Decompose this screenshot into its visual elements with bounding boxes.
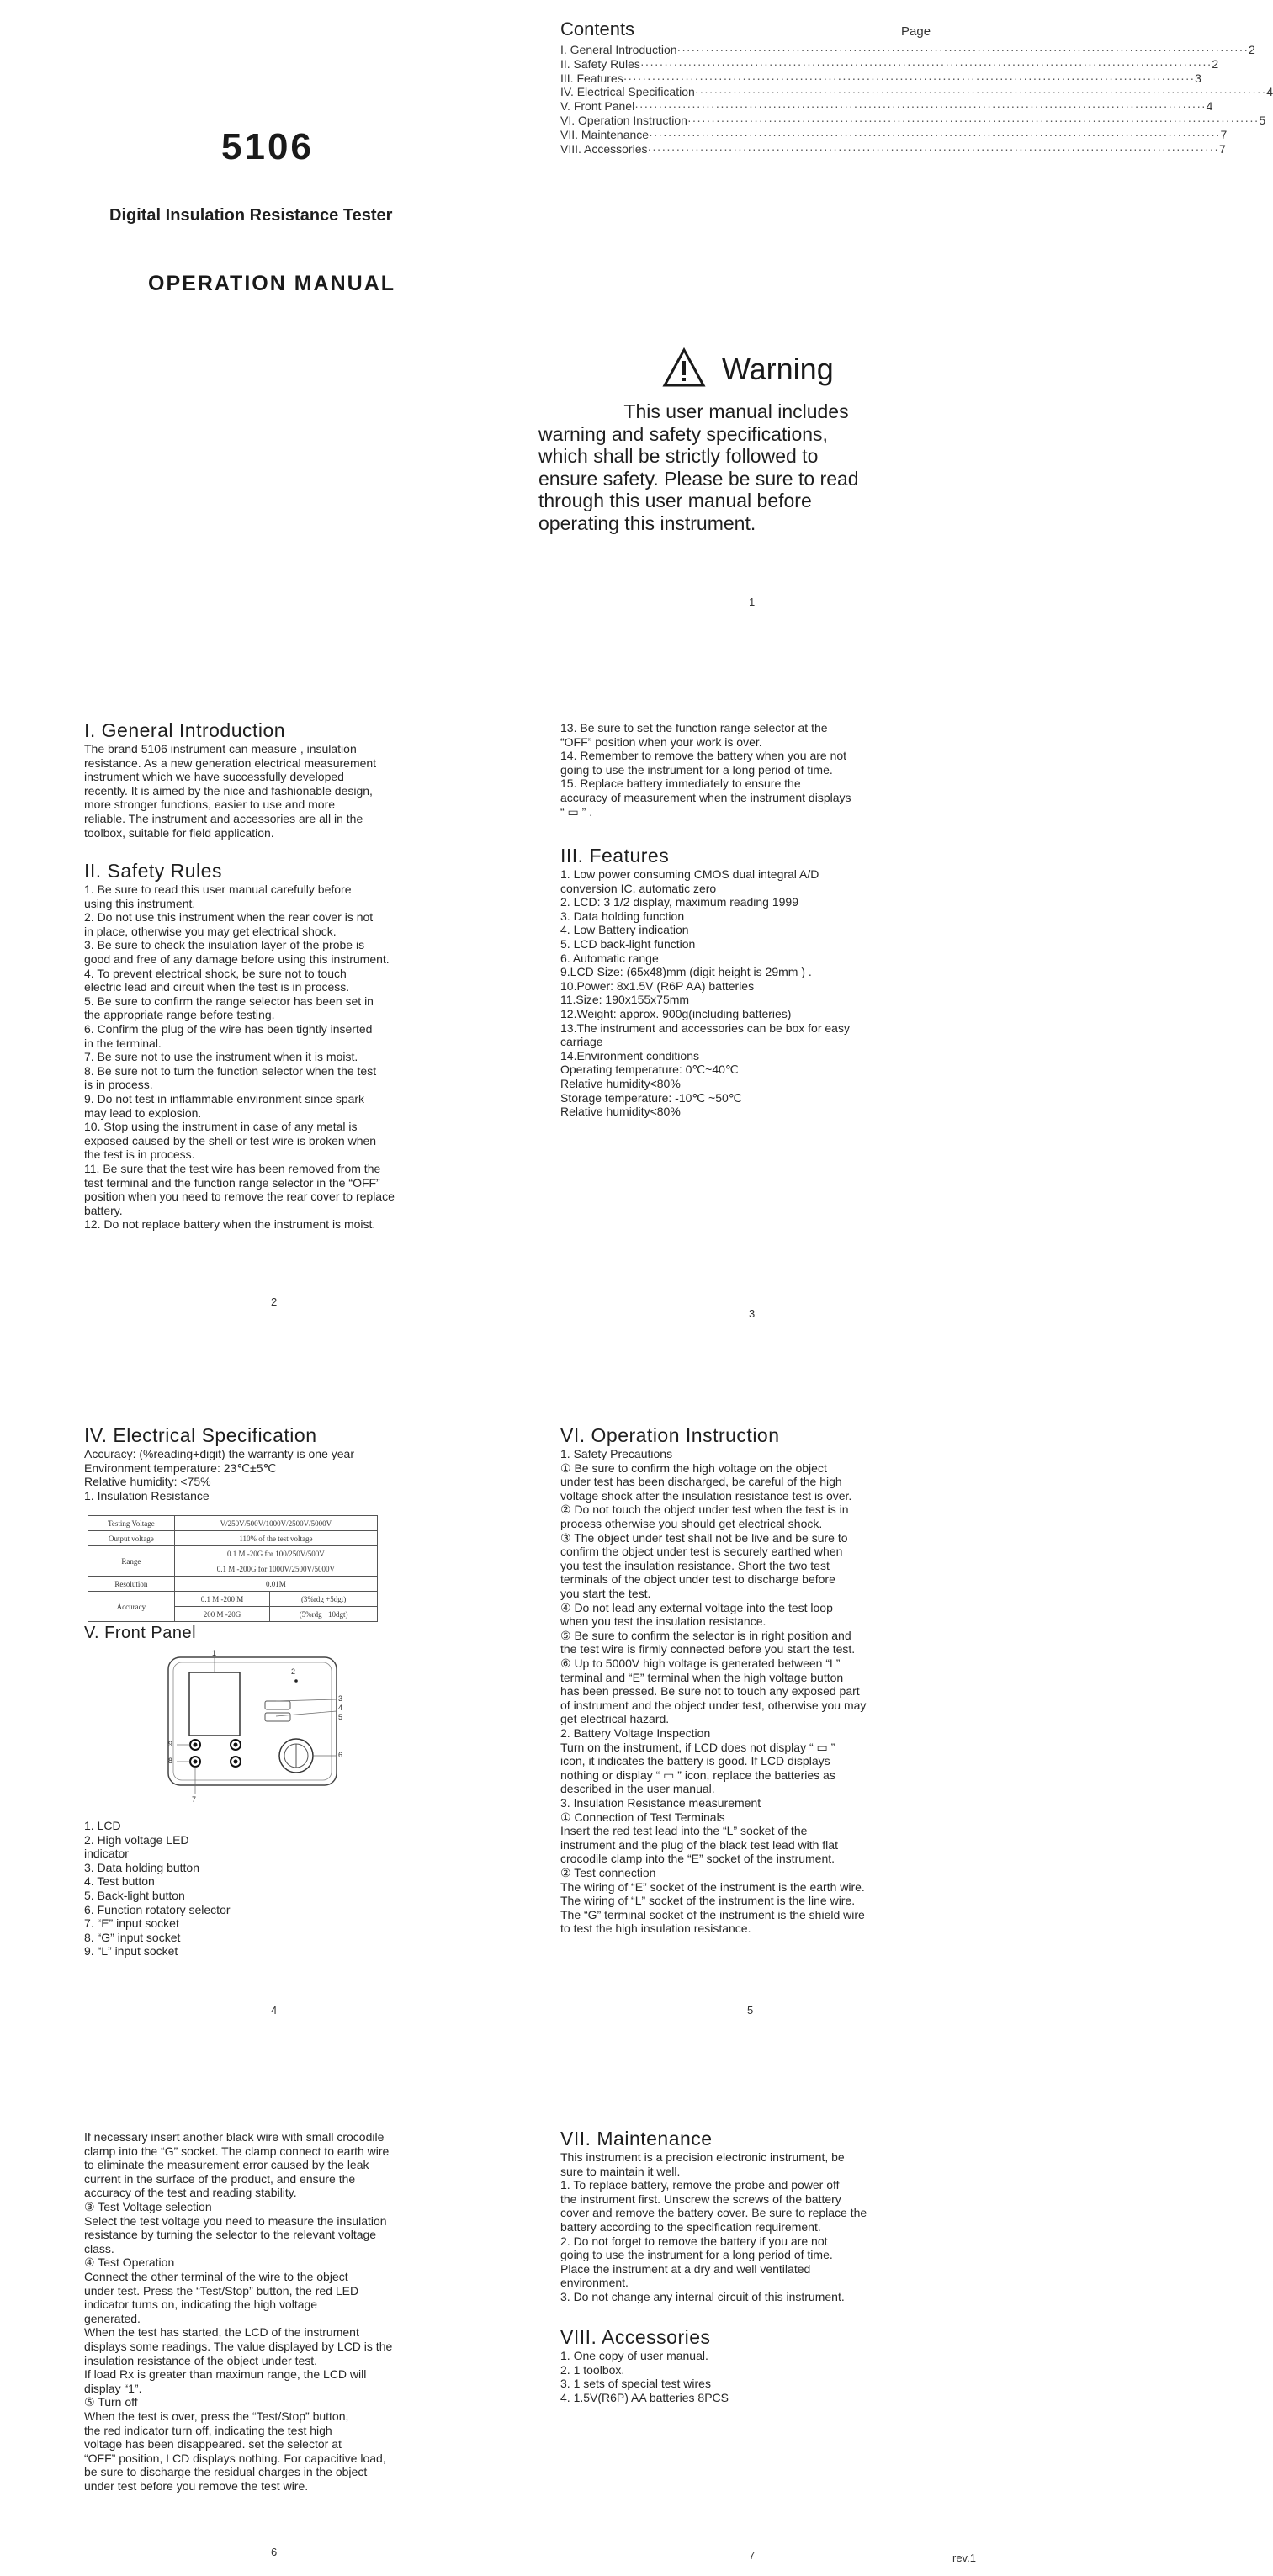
- text-line: icon, it indicates the battery is good. If LCD displays: [560, 1754, 830, 1768]
- table-cell: Testing Voltage: [88, 1516, 175, 1531]
- text-line: Turn on the instrument, if LCD does not display “ ▭ ”: [560, 1740, 835, 1754]
- text-line: The “G” terminal socket of the instrument is the shield wire: [560, 1907, 865, 1921]
- toc-entry: [560, 43, 1255, 57]
- toc-entry: [560, 99, 1213, 114]
- text-line: ⑤ Be sure to confirm the selector is in right position and: [560, 1628, 851, 1642]
- table-of-contents: [560, 19, 1273, 212]
- text-line: of instrument and the object under test, otherwise you may: [560, 1698, 867, 1712]
- table-cell: 200 M -20G: [174, 1607, 269, 1622]
- text-line: to eliminate the measurement error caused by the leak: [84, 2158, 369, 2172]
- toc-leader-dots: ························································································································: [647, 141, 1219, 156]
- page-number: 6: [271, 2546, 278, 2558]
- callout-label: 2: [291, 1667, 296, 1676]
- text-line: 12.Weight: approx. 900g(including batteries): [560, 1007, 792, 1020]
- text-line: under test before you remove the test wire.: [84, 2479, 309, 2493]
- text-line: reliable. The instrument and accessories are all in the: [84, 812, 363, 825]
- text-line: 6. Confirm the plug of the wire has been tightly inserted: [84, 1022, 373, 1036]
- text-line: more stronger functions, easier to use and more: [84, 798, 336, 812]
- text-line: sure to maintain it well.: [560, 2164, 681, 2178]
- table-cell: Resolution: [88, 1577, 175, 1592]
- text-line: good and free of any damage before using this instrument.: [84, 952, 390, 966]
- text-line: clamp into the “G” socket. The clamp connect to earth wire: [84, 2144, 390, 2158]
- text-line: ② Do not touch the object under test when the test is in: [560, 1503, 849, 1517]
- text-line: battery according to the specification requirement.: [560, 2220, 821, 2234]
- callout-label: 4: [338, 1704, 343, 1712]
- text-line: The wiring of “E” socket of the instrument is the earth wire.: [560, 1879, 865, 1894]
- toc-title: Contents: [560, 19, 635, 40]
- text-line: “OFF” position when your work is over.: [560, 734, 762, 749]
- maintenance-text: [560, 2150, 947, 2304]
- table-cell: 0.01M: [174, 1577, 377, 1592]
- toc-entry-page: 7: [1218, 141, 1226, 156]
- text-line: indicator: [84, 1847, 129, 1861]
- text-line: Operating temperature: 0℃~40℃: [560, 1063, 739, 1077]
- text-line: has been pressed. Be sure not to touch any exposed part: [560, 1684, 860, 1699]
- text-line: recently. It is aimed by the nice and fashionable design,: [84, 783, 373, 798]
- table-cell: 110% of the test voltage: [174, 1531, 377, 1546]
- table-cell: (5%rdg +10dgt): [270, 1607, 378, 1622]
- table-cell: 0.1 M -200 M: [174, 1592, 269, 1607]
- text-line: voltage shock after the insulation resistance test is over.: [560, 1488, 852, 1503]
- front-panel-title: V. Front Panel: [84, 1624, 197, 1642]
- toc-leader-dots: ························································································································: [623, 71, 1196, 85]
- callout-label: 8: [168, 1757, 173, 1765]
- text-line: the instrument first. Unscrew the screws of the battery: [560, 2192, 841, 2206]
- text-line: When the test is over, press the “Test/Stop” button,: [84, 2409, 349, 2423]
- text-line: 1. To replace battery, remove the probe and power off: [560, 2178, 840, 2192]
- text-line: conversion IC, automatic zero: [560, 881, 717, 895]
- instrument-drawing: [151, 1649, 362, 1809]
- text-line: resistance by turning the selector to the relevant voltage: [84, 2228, 377, 2242]
- text-line: Insert the red test lead into the “L” socket of the: [560, 1824, 808, 1838]
- text-line: 1. Insulation Resistance: [84, 1488, 210, 1503]
- text-line: electric lead and circuit when the test is in process.: [84, 980, 350, 994]
- text-line: 2. High voltage LED: [84, 1832, 189, 1847]
- callout-label: 7: [192, 1795, 197, 1804]
- text-line: insulation resistance of the object under test.: [84, 2353, 318, 2367]
- text-line: 9. Do not test in inflammable environment since spark: [84, 1092, 365, 1105]
- text-line: 11. Be sure that the test wire has been removed from the: [84, 1162, 381, 1175]
- text-line: instrument which we have successfully developed: [84, 770, 344, 784]
- text-line: ① Be sure to confirm the high voltage on the object: [560, 1460, 827, 1475]
- toc-entry: [560, 127, 1228, 142]
- text-line: 1. Be sure to read this user manual carefully before: [84, 883, 352, 896]
- page-number: 2: [271, 1296, 278, 1308]
- text-line: be sure to discharge the residual charges in the object: [84, 2465, 368, 2479]
- text-line: 12. Do not replace battery when the instrument is moist.: [84, 1217, 376, 1232]
- text-line: when you test the insulation resistance.: [560, 1614, 766, 1629]
- toc-entry: [560, 56, 1219, 72]
- text-line: 4. Low Battery indication: [560, 923, 689, 937]
- text-line: When the test has started, the LCD of the instrument: [84, 2325, 359, 2340]
- text-line: 5. LCD back-light function: [560, 937, 696, 951]
- safety-rules-text: [84, 883, 471, 1232]
- text-line: going to use the instrument for a long period of time.: [560, 2248, 833, 2262]
- toc-entry: [560, 71, 1201, 86]
- toc-leader-dots: ························································································································: [676, 43, 1249, 56]
- warning-line: operating this instrument.: [538, 511, 756, 534]
- text-line: terminal and “E” terminal when the high voltage button: [560, 1670, 844, 1684]
- text-line: environment.: [560, 2276, 629, 2290]
- toc-entry-label: III. Features: [560, 71, 623, 85]
- text-line: 3. Be sure to check the insulation layer of the probe is: [84, 938, 365, 952]
- text-line: 6. Function rotatory selector: [84, 1902, 231, 1916]
- text-line: 15. Replace battery immediately to ensure the: [560, 777, 801, 791]
- general-intro-text: [84, 742, 471, 840]
- text-line: get electrical hazard.: [560, 1712, 670, 1726]
- text-line: ③ Test Voltage selection: [84, 2200, 212, 2213]
- accessories-title: VIII. Accessories: [560, 2326, 711, 2348]
- text-line: position when you need to remove the rear cover to replace: [84, 1190, 395, 1204]
- table-cell: Range: [88, 1546, 175, 1577]
- front-panel-legend: [84, 1819, 471, 1959]
- toc-entry: [560, 141, 1226, 156]
- text-line: ① Connection of Test Terminals: [560, 1810, 725, 1824]
- text-line: accuracy of measurement when the instrument displays: [560, 791, 851, 804]
- text-line: crocodile clamp into the “E” socket of the instrument.: [560, 1852, 835, 1866]
- text-line: battery.: [84, 1203, 123, 1217]
- text-line: The wiring of “L” socket of the instrument is the line wire.: [560, 1894, 856, 1908]
- callout-label: 6: [338, 1751, 343, 1759]
- toc-entry-page: 3: [1195, 71, 1201, 85]
- toc-entry-label: VII. Maintenance: [560, 127, 650, 141]
- text-line: terminals of the object under test to discharge before: [560, 1572, 835, 1587]
- callout-label: 1: [212, 1649, 217, 1657]
- toc-entry-page: 5: [1259, 114, 1266, 127]
- text-line: indicator turns on, indicating the high voltage: [84, 2298, 318, 2312]
- text-line: to test the high insulation resistance.: [560, 1921, 751, 1936]
- warning-line: ensure safety. Please be sure to read: [538, 467, 859, 490]
- warning-section: [538, 345, 934, 547]
- text-line: Relative humidity<80%: [560, 1105, 681, 1119]
- warning-line: through this user manual before: [538, 490, 812, 511]
- toc-entry-page: 2: [1248, 43, 1255, 56]
- page-number: 3: [749, 1307, 756, 1320]
- text-line: the test wire is firmly connected before you start the test.: [560, 1642, 856, 1656]
- text-line: using this instrument.: [84, 896, 196, 910]
- text-line: under test. Press the “Test/Stop” button, the red LED: [84, 2283, 359, 2298]
- text-line: This instrument is a precision electronic instrument, be: [560, 2150, 845, 2164]
- text-line: voltage has been disappeared. set the selector at: [84, 2437, 342, 2451]
- text-line: 1. LCD: [84, 1819, 121, 1832]
- safety-rules-title: II. Safety Rules: [84, 860, 222, 882]
- features-title: III. Features: [560, 845, 670, 867]
- cover-model-number: 5106: [221, 126, 314, 167]
- insulation-spec-table: [88, 1515, 378, 1622]
- text-line: ⑥ Up to 5000V high voltage is generated between “L”: [560, 1656, 841, 1670]
- text-line: Environment temperature: 23℃±5℃: [84, 1460, 277, 1475]
- toc-entry-page: 4: [1266, 85, 1273, 99]
- accessories-text: [560, 2349, 947, 2404]
- text-line: 7. “E” input socket: [84, 1916, 179, 1931]
- toc-leader-dots: ························································································································: [694, 85, 1267, 99]
- table-cell: 0.1 M -200G for 1000V/2500V/5000V: [174, 1561, 377, 1577]
- operation-title: VI. Operation Instruction: [560, 1424, 780, 1446]
- text-line: 10. Stop using the instrument in case of any metal is: [84, 1120, 358, 1134]
- text-line: ③ The object under test shall not be live and be sure to: [560, 1530, 848, 1545]
- text-line: Place the instrument at a dry and well ventilated: [560, 2261, 811, 2276]
- toc-entry-page: 2: [1212, 56, 1219, 71]
- safety-rules-continued: [560, 721, 947, 819]
- text-line: 13. Be sure to set the function range selector at the: [560, 721, 828, 734]
- page-number: 5: [747, 2004, 754, 2017]
- text-line: Relative humidity<80%: [560, 1077, 681, 1090]
- text-line: The brand 5106 instrument can measure , insulation: [84, 742, 357, 755]
- text-line: ② Test connection: [560, 1866, 656, 1879]
- text-line: 4. To prevent electrical shock, be sure not to touch: [84, 966, 347, 980]
- features-text: [560, 867, 947, 1119]
- text-line: in the terminal.: [84, 1036, 162, 1050]
- text-line: 1. Safety Precautions: [560, 1447, 673, 1460]
- text-line: going to use the instrument for a long period of time.: [560, 762, 833, 777]
- text-line: Relative humidity: <75%: [84, 1475, 211, 1489]
- warning-line: which shall be strictly followed to: [538, 445, 819, 467]
- warning-title: Warning: [722, 352, 834, 386]
- text-line: process otherwise you should get electrical shock.: [560, 1517, 823, 1530]
- callout-label: 9: [168, 1740, 173, 1748]
- text-line: resistance. As a new generation electrical measurement: [84, 755, 377, 770]
- text-line: accuracy of the test and reading stability.: [84, 2186, 297, 2200]
- text-line: 2. Do not use this instrument when the rear cover is not: [84, 910, 374, 925]
- page-number: 7: [749, 2549, 756, 2562]
- text-line: 8. Be sure not to turn the function selector when the test: [84, 1063, 377, 1078]
- toc-entry-label: V. Front Panel: [560, 99, 635, 114]
- text-line: you start the test.: [560, 1587, 651, 1600]
- text-line: may lead to explosion.: [84, 1105, 202, 1120]
- text-line: test terminal and the function range selector in the “OFF”: [84, 1175, 380, 1190]
- text-line: 3. Data holding function: [560, 909, 685, 923]
- text-line: Select the test voltage you need to measure the insulation: [84, 2213, 387, 2228]
- table-cell: 0.1 M -20G for 100/250V/500V: [174, 1546, 377, 1561]
- text-line: display “1”.: [84, 2381, 142, 2395]
- text-line: 14.Environment conditions: [560, 1048, 699, 1063]
- text-line: If necessary insert another black wire with small crocodile: [84, 2130, 385, 2144]
- text-line: 13.The instrument and accessories can be box for easy: [560, 1020, 850, 1035]
- text-line: 2. Battery Voltage Inspection: [560, 1726, 711, 1740]
- text-line: 1. Low power consuming CMOS dual integral A/D: [560, 867, 819, 881]
- text-line: generated.: [84, 2311, 141, 2325]
- page-number: 1: [749, 596, 756, 608]
- text-line: instrument and the plug of the black test lead with flat: [560, 1837, 838, 1852]
- text-line: 2. LCD: 3 1/2 display, maximum reading 1999: [560, 895, 798, 909]
- text-line: ④ Test Operation: [84, 2255, 175, 2270]
- text-line: ⑤ Turn off: [84, 2395, 138, 2409]
- toc-leader-dots: ························································································································: [687, 114, 1260, 127]
- text-line: 8. “G” input socket: [84, 1930, 181, 1944]
- text-line: confirm the object under test is securely earthed when: [560, 1545, 843, 1559]
- text-line: 1. One copy of user manual.: [560, 2349, 708, 2362]
- warning-line: warning and safety specifications,: [538, 422, 828, 445]
- cover-subtitle: Digital Insulation Resistance Tester: [109, 206, 393, 225]
- warning-triangle-icon: [663, 348, 705, 391]
- callout-label: 3: [338, 1694, 343, 1703]
- toc-entry-page: 4: [1206, 99, 1213, 114]
- text-line: 11.Size: 190x155x75mm: [560, 993, 690, 1007]
- text-line: 5. Be sure to confirm the range selector has been set in: [84, 994, 374, 1008]
- text-line: under test has been discharged, be careful of the high: [560, 1475, 842, 1489]
- text-line: class.: [84, 2241, 114, 2255]
- text-line: Connect the other terminal of the wire to the object: [84, 2270, 348, 2283]
- text-line: the test is in process.: [84, 1148, 195, 1162]
- page-number: 4: [271, 2004, 278, 2017]
- text-line: is in process.: [84, 1078, 153, 1092]
- text-line: 7. Be sure not to use the instrument when it is moist.: [84, 1050, 358, 1064]
- text-line: described in the user manual.: [560, 1782, 715, 1796]
- toc-entry-label: IV. Electrical Specification: [560, 85, 695, 99]
- text-line: toolbox, suitable for field application.: [84, 825, 274, 840]
- text-line: 5. Back-light button: [84, 1889, 185, 1902]
- text-line: 2. 1 toolbox.: [560, 2362, 625, 2377]
- general-intro-title: I. General Introduction: [84, 719, 286, 741]
- callout-label: 5: [338, 1713, 343, 1721]
- electrical-spec-title: IV. Electrical Specification: [84, 1424, 317, 1446]
- text-line: 3. Insulation Resistance measurement: [560, 1796, 761, 1810]
- toc-page-label: Page: [901, 24, 931, 39]
- text-line: 10.Power: 8x1.5V (R6P AA) batteries: [560, 978, 755, 993]
- toc-leader-dots: ························································································································: [634, 99, 1207, 114]
- toc-entry-label: II. Safety Rules: [560, 56, 640, 71]
- text-line: 4. Test button: [84, 1874, 155, 1889]
- cover-manual-title: OPERATION MANUAL: [148, 272, 396, 295]
- toc-entry-page: 7: [1220, 127, 1228, 141]
- text-line: the red indicator turn off, indicating the test high: [84, 2423, 332, 2437]
- text-line: 3. Data holding button: [84, 1860, 199, 1874]
- text-line: displays some readings. The value displayed by LCD is the: [84, 2340, 393, 2353]
- text-line: current in the surface of the product, and ensure the: [84, 2171, 356, 2186]
- table-cell: Output voltage: [88, 1531, 175, 1546]
- operation-text-continued: [84, 2130, 471, 2494]
- table-cell: V/250V/500V/1000V/2500V/5000V: [174, 1516, 377, 1531]
- table-cell: Accuracy: [88, 1592, 175, 1622]
- toc-entry-label: VIII. Accessories: [560, 141, 648, 156]
- text-line: 6. Automatic range: [560, 951, 659, 965]
- text-line: ④ Do not lead any external voltage into the test loop: [560, 1600, 833, 1614]
- toc-entry: [560, 85, 1273, 99]
- toc-entry: [560, 114, 1266, 128]
- maintenance-title: VII. Maintenance: [560, 2128, 713, 2149]
- text-line: nothing or display “ ▭ ” icon, replace the batteries as: [560, 1768, 835, 1782]
- text-line: 14. Remember to remove the battery when you are not: [560, 749, 847, 763]
- text-line: 9. “L” input socket: [84, 1944, 178, 1959]
- text-line: “OFF” position, LCD displays nothing. For capacitive load,: [84, 2451, 386, 2465]
- text-line: If load Rx is greater than maximun range, the LCD will: [84, 2367, 367, 2382]
- text-line: the appropriate range before testing.: [84, 1008, 275, 1022]
- toc-entry-label: I. General Introduction: [560, 43, 677, 56]
- text-line: 2. Do not forget to remove the battery if you are not: [560, 2234, 828, 2248]
- text-line: in place, otherwise you may get electrical shock.: [84, 924, 337, 938]
- text-line: Storage temperature: -10℃ ~50℃: [560, 1090, 742, 1105]
- text-line: 9.LCD Size: (65x48)mm (digit height is 29mm ) .: [560, 965, 812, 979]
- table-cell: (3%rdg +5dgt): [270, 1592, 378, 1607]
- operation-text: [560, 1447, 947, 1936]
- electrical-spec-text: [84, 1447, 471, 1503]
- toc-leader-dots: ························································································································: [639, 56, 1212, 71]
- text-line: exposed caused by the shell or test wire is broken when: [84, 1133, 377, 1148]
- text-line: 3. Do not change any internal circuit of this instrument.: [560, 2290, 845, 2303]
- text-line: 4. 1.5V(R6P) AA batteries 8PCS: [560, 2390, 729, 2404]
- text-line: 3. 1 sets of special test wires: [560, 2377, 711, 2391]
- revision-label: rev.1: [952, 2552, 976, 2564]
- front-panel-diagram: [151, 1649, 362, 1809]
- text-line: cover and remove the battery cover. Be sure to replace the: [560, 2206, 867, 2220]
- toc-leader-dots: ························································································································: [649, 127, 1221, 141]
- warning-line: This user manual includes: [623, 400, 849, 422]
- text-line: “ ▭ ” .: [560, 804, 593, 819]
- text-line: carriage: [560, 1035, 603, 1049]
- toc-entry-label: VI. Operation Instruction: [560, 114, 687, 127]
- text-line: you test the insulation resistance. Short the two test: [560, 1558, 830, 1572]
- text-line: Accuracy: (%reading+digit) the warranty is one year: [84, 1447, 354, 1460]
